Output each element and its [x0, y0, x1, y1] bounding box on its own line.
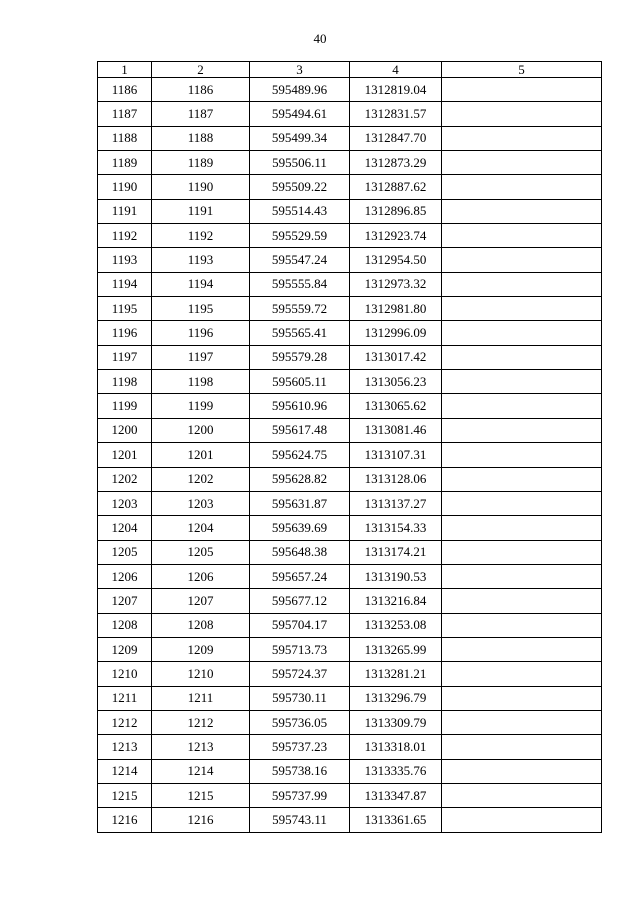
note-cell: [442, 248, 602, 272]
x-coordinate-cell: 595713.73: [250, 637, 350, 661]
point-id-cell: 1206: [152, 564, 250, 588]
table-row: [98, 710, 602, 734]
y-coordinate-cell: 1313309.79: [350, 710, 442, 734]
note-cell: [442, 467, 602, 491]
x-coordinate-cell: 595724.37: [250, 662, 350, 686]
point-id-cell: 1200: [152, 418, 250, 442]
point-number-cell: 1201: [98, 443, 152, 467]
x-coordinate-cell: 595565.41: [250, 321, 350, 345]
y-coordinate-cell: 1312954.50: [350, 248, 442, 272]
y-coordinate-cell: 1313107.31: [350, 443, 442, 467]
note-cell: [442, 662, 602, 686]
y-coordinate-cell: 1313335.76: [350, 759, 442, 783]
note-cell: [442, 637, 602, 661]
point-number-cell: 1190: [98, 175, 152, 199]
note-cell: [442, 589, 602, 613]
point-number-cell: 1202: [98, 467, 152, 491]
point-number-cell: 1203: [98, 491, 152, 515]
note-cell: [442, 686, 602, 710]
x-coordinate-cell: 595736.05: [250, 710, 350, 734]
note-cell: [442, 297, 602, 321]
table-row: [98, 467, 602, 491]
x-coordinate-cell: 595494.61: [250, 102, 350, 126]
y-coordinate-cell: 1313265.99: [350, 637, 442, 661]
table-row: [98, 613, 602, 637]
point-number-cell: 1212: [98, 710, 152, 734]
note-cell: [442, 370, 602, 394]
table-row: [98, 540, 602, 564]
point-number-cell: 1188: [98, 126, 152, 150]
point-number-cell: 1215: [98, 783, 152, 807]
y-coordinate-cell: 1312831.57: [350, 102, 442, 126]
table-row: [98, 175, 602, 199]
x-coordinate-cell: 595489.96: [250, 78, 350, 102]
note-cell: [442, 272, 602, 296]
table-row: [98, 637, 602, 661]
point-number-cell: 1204: [98, 516, 152, 540]
note-cell: [442, 443, 602, 467]
x-coordinate-cell: 595605.11: [250, 370, 350, 394]
point-id-cell: 1191: [152, 199, 250, 223]
point-number-cell: 1209: [98, 637, 152, 661]
y-coordinate-cell: 1313296.79: [350, 686, 442, 710]
y-coordinate-cell: 1313216.84: [350, 589, 442, 613]
x-coordinate-cell: 595624.75: [250, 443, 350, 467]
table-row: [98, 248, 602, 272]
x-coordinate-cell: 595639.69: [250, 516, 350, 540]
column-header-4: 4: [350, 62, 442, 78]
y-coordinate-cell: 1313174.21: [350, 540, 442, 564]
note-cell: [442, 175, 602, 199]
y-coordinate-cell: 1312996.09: [350, 321, 442, 345]
x-coordinate-cell: 595514.43: [250, 199, 350, 223]
y-coordinate-cell: 1313347.87: [350, 783, 442, 807]
table-row: [98, 151, 602, 175]
table-row: [98, 394, 602, 418]
y-coordinate-cell: 1313128.06: [350, 467, 442, 491]
point-id-cell: 1188: [152, 126, 250, 150]
x-coordinate-cell: 595657.24: [250, 564, 350, 588]
table-row: [98, 297, 602, 321]
column-header-5: 5: [442, 62, 602, 78]
y-coordinate-cell: 1313056.23: [350, 370, 442, 394]
note-cell: [442, 759, 602, 783]
note-cell: [442, 516, 602, 540]
point-id-cell: 1205: [152, 540, 250, 564]
table-row: [98, 126, 602, 150]
y-coordinate-cell: 1313253.08: [350, 613, 442, 637]
point-number-cell: 1200: [98, 418, 152, 442]
point-number-cell: 1197: [98, 345, 152, 369]
x-coordinate-cell: 595648.38: [250, 540, 350, 564]
point-id-cell: 1214: [152, 759, 250, 783]
point-id-cell: 1197: [152, 345, 250, 369]
point-id-cell: 1209: [152, 637, 250, 661]
x-coordinate-cell: 595704.17: [250, 613, 350, 637]
point-number-cell: 1208: [98, 613, 152, 637]
point-id-cell: 1189: [152, 151, 250, 175]
x-coordinate-cell: 595738.16: [250, 759, 350, 783]
point-id-cell: 1195: [152, 297, 250, 321]
point-id-cell: 1186: [152, 78, 250, 102]
table-row: [98, 224, 602, 248]
table-row: [98, 686, 602, 710]
point-id-cell: 1202: [152, 467, 250, 491]
y-coordinate-cell: 1313081.46: [350, 418, 442, 442]
y-coordinate-cell: 1313154.33: [350, 516, 442, 540]
note-cell: [442, 102, 602, 126]
x-coordinate-cell: 595631.87: [250, 491, 350, 515]
point-number-cell: 1189: [98, 151, 152, 175]
point-number-cell: 1194: [98, 272, 152, 296]
column-header-1: 1: [98, 62, 152, 78]
point-number-cell: 1210: [98, 662, 152, 686]
point-number-cell: 1186: [98, 78, 152, 102]
point-id-cell: 1210: [152, 662, 250, 686]
table-row: [98, 516, 602, 540]
point-number-cell: 1211: [98, 686, 152, 710]
y-coordinate-cell: 1313318.01: [350, 735, 442, 759]
x-coordinate-cell: 595677.12: [250, 589, 350, 613]
table-row: [98, 735, 602, 759]
table-header: [98, 62, 602, 78]
table-row: [98, 564, 602, 588]
table-row: [98, 783, 602, 807]
point-id-cell: 1187: [152, 102, 250, 126]
x-coordinate-cell: 595743.11: [250, 808, 350, 832]
point-id-cell: 1199: [152, 394, 250, 418]
table-row: [98, 272, 602, 296]
point-id-cell: 1213: [152, 735, 250, 759]
x-coordinate-cell: 595509.22: [250, 175, 350, 199]
point-id-cell: 1207: [152, 589, 250, 613]
table-row: [98, 759, 602, 783]
y-coordinate-cell: 1312981.80: [350, 297, 442, 321]
table-row: [98, 589, 602, 613]
x-coordinate-cell: 595559.72: [250, 297, 350, 321]
point-id-cell: 1204: [152, 516, 250, 540]
table-row: [98, 199, 602, 223]
y-coordinate-cell: 1313065.62: [350, 394, 442, 418]
point-id-cell: 1216: [152, 808, 250, 832]
point-number-cell: 1206: [98, 564, 152, 588]
note-cell: [442, 199, 602, 223]
y-coordinate-cell: 1313137.27: [350, 491, 442, 515]
x-coordinate-cell: 595579.28: [250, 345, 350, 369]
note-cell: [442, 540, 602, 564]
table-row: [98, 321, 602, 345]
point-number-cell: 1198: [98, 370, 152, 394]
point-id-cell: 1212: [152, 710, 250, 734]
coordinates-table: [97, 61, 602, 833]
point-id-cell: 1192: [152, 224, 250, 248]
note-cell: [442, 491, 602, 515]
x-coordinate-cell: 595730.11: [250, 686, 350, 710]
note-cell: [442, 418, 602, 442]
point-number-cell: 1191: [98, 199, 152, 223]
x-coordinate-cell: 595547.24: [250, 248, 350, 272]
point-id-cell: 1193: [152, 248, 250, 272]
note-cell: [442, 78, 602, 102]
point-id-cell: 1198: [152, 370, 250, 394]
note-cell: [442, 613, 602, 637]
point-number-cell: 1195: [98, 297, 152, 321]
point-id-cell: 1196: [152, 321, 250, 345]
note-cell: [442, 735, 602, 759]
note-cell: [442, 321, 602, 345]
point-number-cell: 1187: [98, 102, 152, 126]
x-coordinate-cell: 595617.48: [250, 418, 350, 442]
y-coordinate-cell: 1312923.74: [350, 224, 442, 248]
y-coordinate-cell: 1312873.29: [350, 151, 442, 175]
column-header-3: 3: [250, 62, 350, 78]
note-cell: [442, 151, 602, 175]
table-row: [98, 345, 602, 369]
y-coordinate-cell: 1313361.65: [350, 808, 442, 832]
point-number-cell: 1193: [98, 248, 152, 272]
point-number-cell: 1214: [98, 759, 152, 783]
note-cell: [442, 126, 602, 150]
point-id-cell: 1211: [152, 686, 250, 710]
point-number-cell: 1216: [98, 808, 152, 832]
note-cell: [442, 783, 602, 807]
table-row: [98, 102, 602, 126]
column-header-2: 2: [152, 62, 250, 78]
x-coordinate-cell: 595628.82: [250, 467, 350, 491]
note-cell: [442, 710, 602, 734]
note-cell: [442, 564, 602, 588]
y-coordinate-cell: 1313017.42: [350, 345, 442, 369]
y-coordinate-cell: 1312887.62: [350, 175, 442, 199]
note-cell: [442, 394, 602, 418]
header-row: [98, 62, 602, 78]
table-row: [98, 418, 602, 442]
point-id-cell: 1194: [152, 272, 250, 296]
table-body: [98, 78, 602, 833]
point-id-cell: 1201: [152, 443, 250, 467]
x-coordinate-cell: 595555.84: [250, 272, 350, 296]
x-coordinate-cell: 595506.11: [250, 151, 350, 175]
table-row: [98, 443, 602, 467]
note-cell: [442, 808, 602, 832]
note-cell: [442, 345, 602, 369]
y-coordinate-cell: 1313281.21: [350, 662, 442, 686]
y-coordinate-cell: 1312896.85: [350, 199, 442, 223]
point-number-cell: 1192: [98, 224, 152, 248]
y-coordinate-cell: 1312819.04: [350, 78, 442, 102]
x-coordinate-cell: 595529.59: [250, 224, 350, 248]
y-coordinate-cell: 1312973.32: [350, 272, 442, 296]
point-number-cell: 1207: [98, 589, 152, 613]
point-id-cell: 1215: [152, 783, 250, 807]
table-row: [98, 662, 602, 686]
page-number: 40: [313, 31, 327, 46]
y-coordinate-cell: 1312847.70: [350, 126, 442, 150]
note-cell: [442, 224, 602, 248]
point-id-cell: 1208: [152, 613, 250, 637]
x-coordinate-cell: 595737.23: [250, 735, 350, 759]
x-coordinate-cell: 595737.99: [250, 783, 350, 807]
table-row: [98, 370, 602, 394]
table-row: [98, 808, 602, 832]
point-number-cell: 1196: [98, 321, 152, 345]
x-coordinate-cell: 595610.96: [250, 394, 350, 418]
x-coordinate-cell: 595499.34: [250, 126, 350, 150]
point-number-cell: 1199: [98, 394, 152, 418]
table-row: [98, 491, 602, 515]
point-id-cell: 1203: [152, 491, 250, 515]
point-id-cell: 1190: [152, 175, 250, 199]
y-coordinate-cell: 1313190.53: [350, 564, 442, 588]
table-row: [98, 78, 602, 102]
point-number-cell: 1205: [98, 540, 152, 564]
point-number-cell: 1213: [98, 735, 152, 759]
